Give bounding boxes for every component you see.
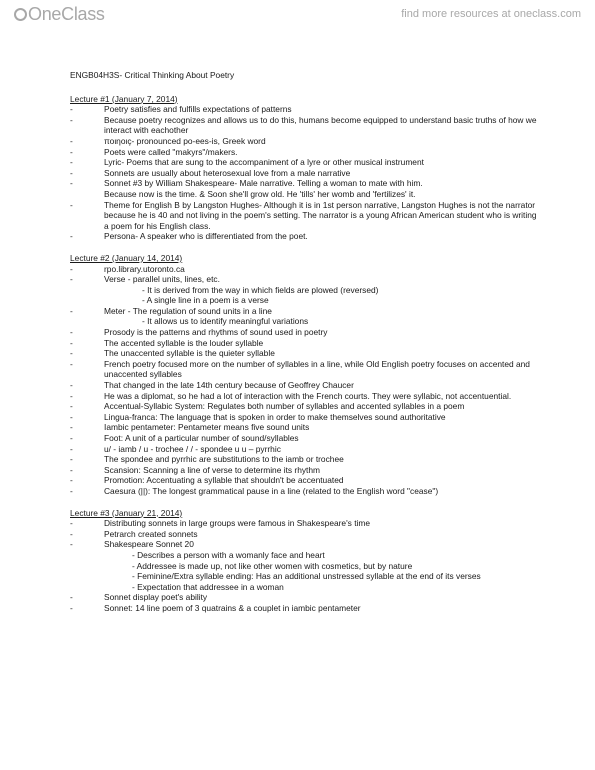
sub-list-item: - Addressee is made up, not like other women with cosmetics, but by nature: [132, 560, 413, 571]
list-item-text: Sonnets are usually about heterosexual love from a male narrative: [104, 167, 351, 178]
document-body: [70, 70, 540, 614]
list-item: [70, 147, 540, 158]
list-item: [70, 327, 540, 338]
oneclass-logo[interactable]: [14, 4, 105, 25]
bullet-dash: -: [70, 157, 73, 168]
sub-list-item: - A single line in a poem is a verse: [142, 295, 269, 306]
bullet-dash: -: [70, 411, 73, 422]
lecture-heading: Lecture #1 (January 7, 2014): [70, 93, 178, 104]
list-item: [70, 475, 540, 486]
list-item-text: ποιηοιç- pronounced po-ees-is, Greek word: [104, 135, 266, 146]
list-item: [70, 518, 540, 529]
document-title: ENGB04H3S- Critical Thinking About Poetry: [70, 70, 235, 80]
list-item: [70, 592, 540, 603]
list-item: [70, 178, 540, 189]
bullet-dash: -: [70, 274, 73, 285]
list-item: [70, 115, 540, 136]
list-item-text: Foot: A unit of a particular number of sound/syllables: [104, 433, 299, 443]
list-item: [70, 422, 540, 433]
bullet-dash: -: [70, 422, 73, 433]
list-item: [70, 433, 540, 444]
bullet-dash: -: [70, 231, 73, 242]
list-item-text: Lyric- Poems that are sung to the accompaniment of a lyre or other musical instrument: [104, 157, 424, 168]
bullet-dash: -: [70, 401, 73, 412]
list-item-text: Scansion: Scanning a line of verse to determine its rhythm: [104, 464, 320, 475]
lecture-heading: Lecture #3 (January 21, 2014): [70, 507, 183, 518]
list-item: [70, 380, 540, 391]
list-item: [70, 465, 540, 476]
bullet-dash: -: [70, 104, 73, 115]
list-item-text: Caesura (||): The longest grammatical pause in a line (related to the English word "cease"): [104, 485, 439, 496]
bullet-dash: -: [70, 167, 73, 178]
list-item: [70, 412, 540, 423]
bullet-dash: -: [70, 348, 73, 359]
bullet-dash: -: [70, 454, 73, 465]
bullet-dash: -: [70, 433, 73, 443]
list-item-text: Distributing sonnets in large groups were famous in Shakespeare's time: [104, 518, 371, 529]
page-header: [0, 0, 595, 28]
list-item: [70, 168, 540, 179]
list-item-text: Sonnet #3 by William Shakespeare- Male narrative. Telling a woman to mate with him.: [104, 178, 423, 189]
lecture-section: [70, 253, 540, 497]
list-item-text: That changed in the late 14th century because of Geoffrey Chaucer: [104, 380, 354, 391]
bullet-dash: -: [70, 475, 73, 486]
bullet-dash: -: [70, 327, 73, 338]
list-item-text: Theme for English B by Langston Hughes- Although it is in 1st person narrative, Langston Hughes is not the narrator because he is 40 and not living in the poem's setting. The narrator is a young African American student who is writing a poem for his English class.: [104, 199, 537, 231]
bullet-dash: -: [70, 178, 73, 189]
resources-link[interactable]: find more resources at oneclass.com: [401, 8, 581, 20]
bullet-dash: -: [70, 518, 73, 529]
list-item: [70, 200, 540, 232]
list-item-continuation: Because now is the time. & Soon she'll grow old. He 'tills' her womb and 'fertilizes' it.: [104, 188, 416, 199]
bullet-dash: -: [70, 443, 73, 454]
list-item: [70, 359, 540, 380]
list-item-text: The accented syllable is the louder syllable: [104, 337, 264, 348]
list-item-text: Petrarch created sonnets: [104, 528, 198, 539]
bullet-dash: -: [70, 390, 73, 401]
list-item-text: Poetry satisfies and fulfills expectations of patterns: [104, 104, 292, 115]
bullet-dash: -: [70, 114, 73, 125]
list-item: [70, 231, 540, 242]
bullet-dash: -: [70, 380, 73, 391]
list-item-text: rpo.library.utoronto.ca: [104, 263, 185, 274]
sub-list-item: - It allows us to identify meaningful variations: [142, 316, 309, 327]
bullet-dash: -: [70, 358, 73, 369]
list-item-text: Sonnet display poet's ability: [104, 592, 208, 603]
list-item-text: Verse - parallel units, lines, etc.: [104, 274, 220, 285]
list-item-text: Shakespeare Sonnet 20: [104, 539, 194, 550]
list-item-text: Meter - The regulation of sound units in a line: [104, 305, 272, 316]
bullet-dash: -: [70, 135, 73, 146]
list-item-text: The unaccented syllable is the quieter syllable: [104, 348, 275, 359]
lecture-list: [70, 94, 540, 614]
bullet-dash: -: [70, 337, 73, 348]
lecture-section: [70, 94, 540, 242]
sub-list-item: - Expectation that addressee in a woman: [132, 581, 284, 592]
sub-list-item: - Feminine/Extra syllable ending: Has an additional unstressed syllable at the end of its verses: [132, 571, 481, 582]
list-item-text: u/ - iamb / u - trochee / / - spondee u u – pyrrhic: [104, 443, 281, 454]
list-item: [70, 348, 540, 359]
lecture-heading: Lecture #2 (January 14, 2014): [70, 252, 183, 263]
bullet-dash: -: [70, 263, 73, 274]
list-item: [70, 444, 540, 455]
list-item-text: Poets were called "makyrs"/makers.: [104, 146, 238, 157]
bullet-dash: -: [70, 602, 73, 613]
bullet-dash: -: [70, 539, 73, 550]
logo-ring-icon: [14, 8, 27, 21]
bullet-dash: -: [70, 146, 73, 157]
list-item-text: Iambic pentameter: Pentameter means five sound units: [104, 422, 310, 433]
list-item: [70, 264, 540, 275]
list-item-text: French poetry focused more on the number of syllables in a line, while Old English poetry focuses on accented and unaccented syllables: [104, 358, 530, 380]
bullet-dash: -: [70, 592, 73, 603]
list-item: [70, 306, 540, 317]
list-item-text: The spondee and pyrrhic are substitutions to the iamb or trochee: [104, 454, 344, 465]
list-item: [70, 529, 540, 540]
list-item-text: He was a diplomat, so he had a lot of interaction with the French courts. They were syllabic, not accentuential.: [104, 390, 512, 401]
list-item: [70, 454, 540, 465]
bullet-dash: -: [70, 528, 73, 539]
bullet-dash: -: [70, 199, 73, 210]
sub-list-item: - It is derived from the way in which fields are plowed (reversed): [142, 284, 379, 295]
list-item: [70, 486, 540, 497]
list-item: [70, 391, 540, 402]
list-item: [70, 539, 540, 550]
list-item-text: Persona- A speaker who is differentiated from the poet.: [104, 231, 308, 242]
lecture-section: [70, 508, 540, 614]
sub-list-item: - Describes a person with a womanly face and heart: [132, 549, 325, 560]
list-item: [70, 157, 540, 168]
list-item: [70, 104, 540, 115]
list-item-text: Prosody is the patterns and rhythms of sound used in poetry: [104, 327, 328, 338]
list-item-text: Accentual-Syllabic System: Regulates both number of syllables and accented syllables in a poem: [104, 401, 465, 412]
list-item: [70, 274, 540, 285]
list-item: [70, 338, 540, 349]
list-item-text: Because poetry recognizes and allows us to do this, humans become equipped to understand basic truths of how we interact with eachother: [104, 114, 537, 136]
list-item-text: Sonnet: 14 line poem of 3 quatrains & a couplet in iambic pentameter: [104, 602, 361, 613]
list-item-text: Promotion: Accentuating a syllable that shouldn't be accentuated: [104, 475, 344, 486]
list-item: [70, 136, 540, 147]
bullet-dash: -: [70, 464, 73, 475]
bullet-dash: -: [70, 485, 73, 496]
bullet-dash: -: [70, 305, 73, 316]
list-item-text: Lingua-franca: The language that is spoken in order to make themselves sound authoritative: [104, 411, 446, 422]
list-item: [70, 401, 540, 412]
list-item: [70, 603, 540, 614]
logo-text: OneClass: [28, 4, 105, 24]
